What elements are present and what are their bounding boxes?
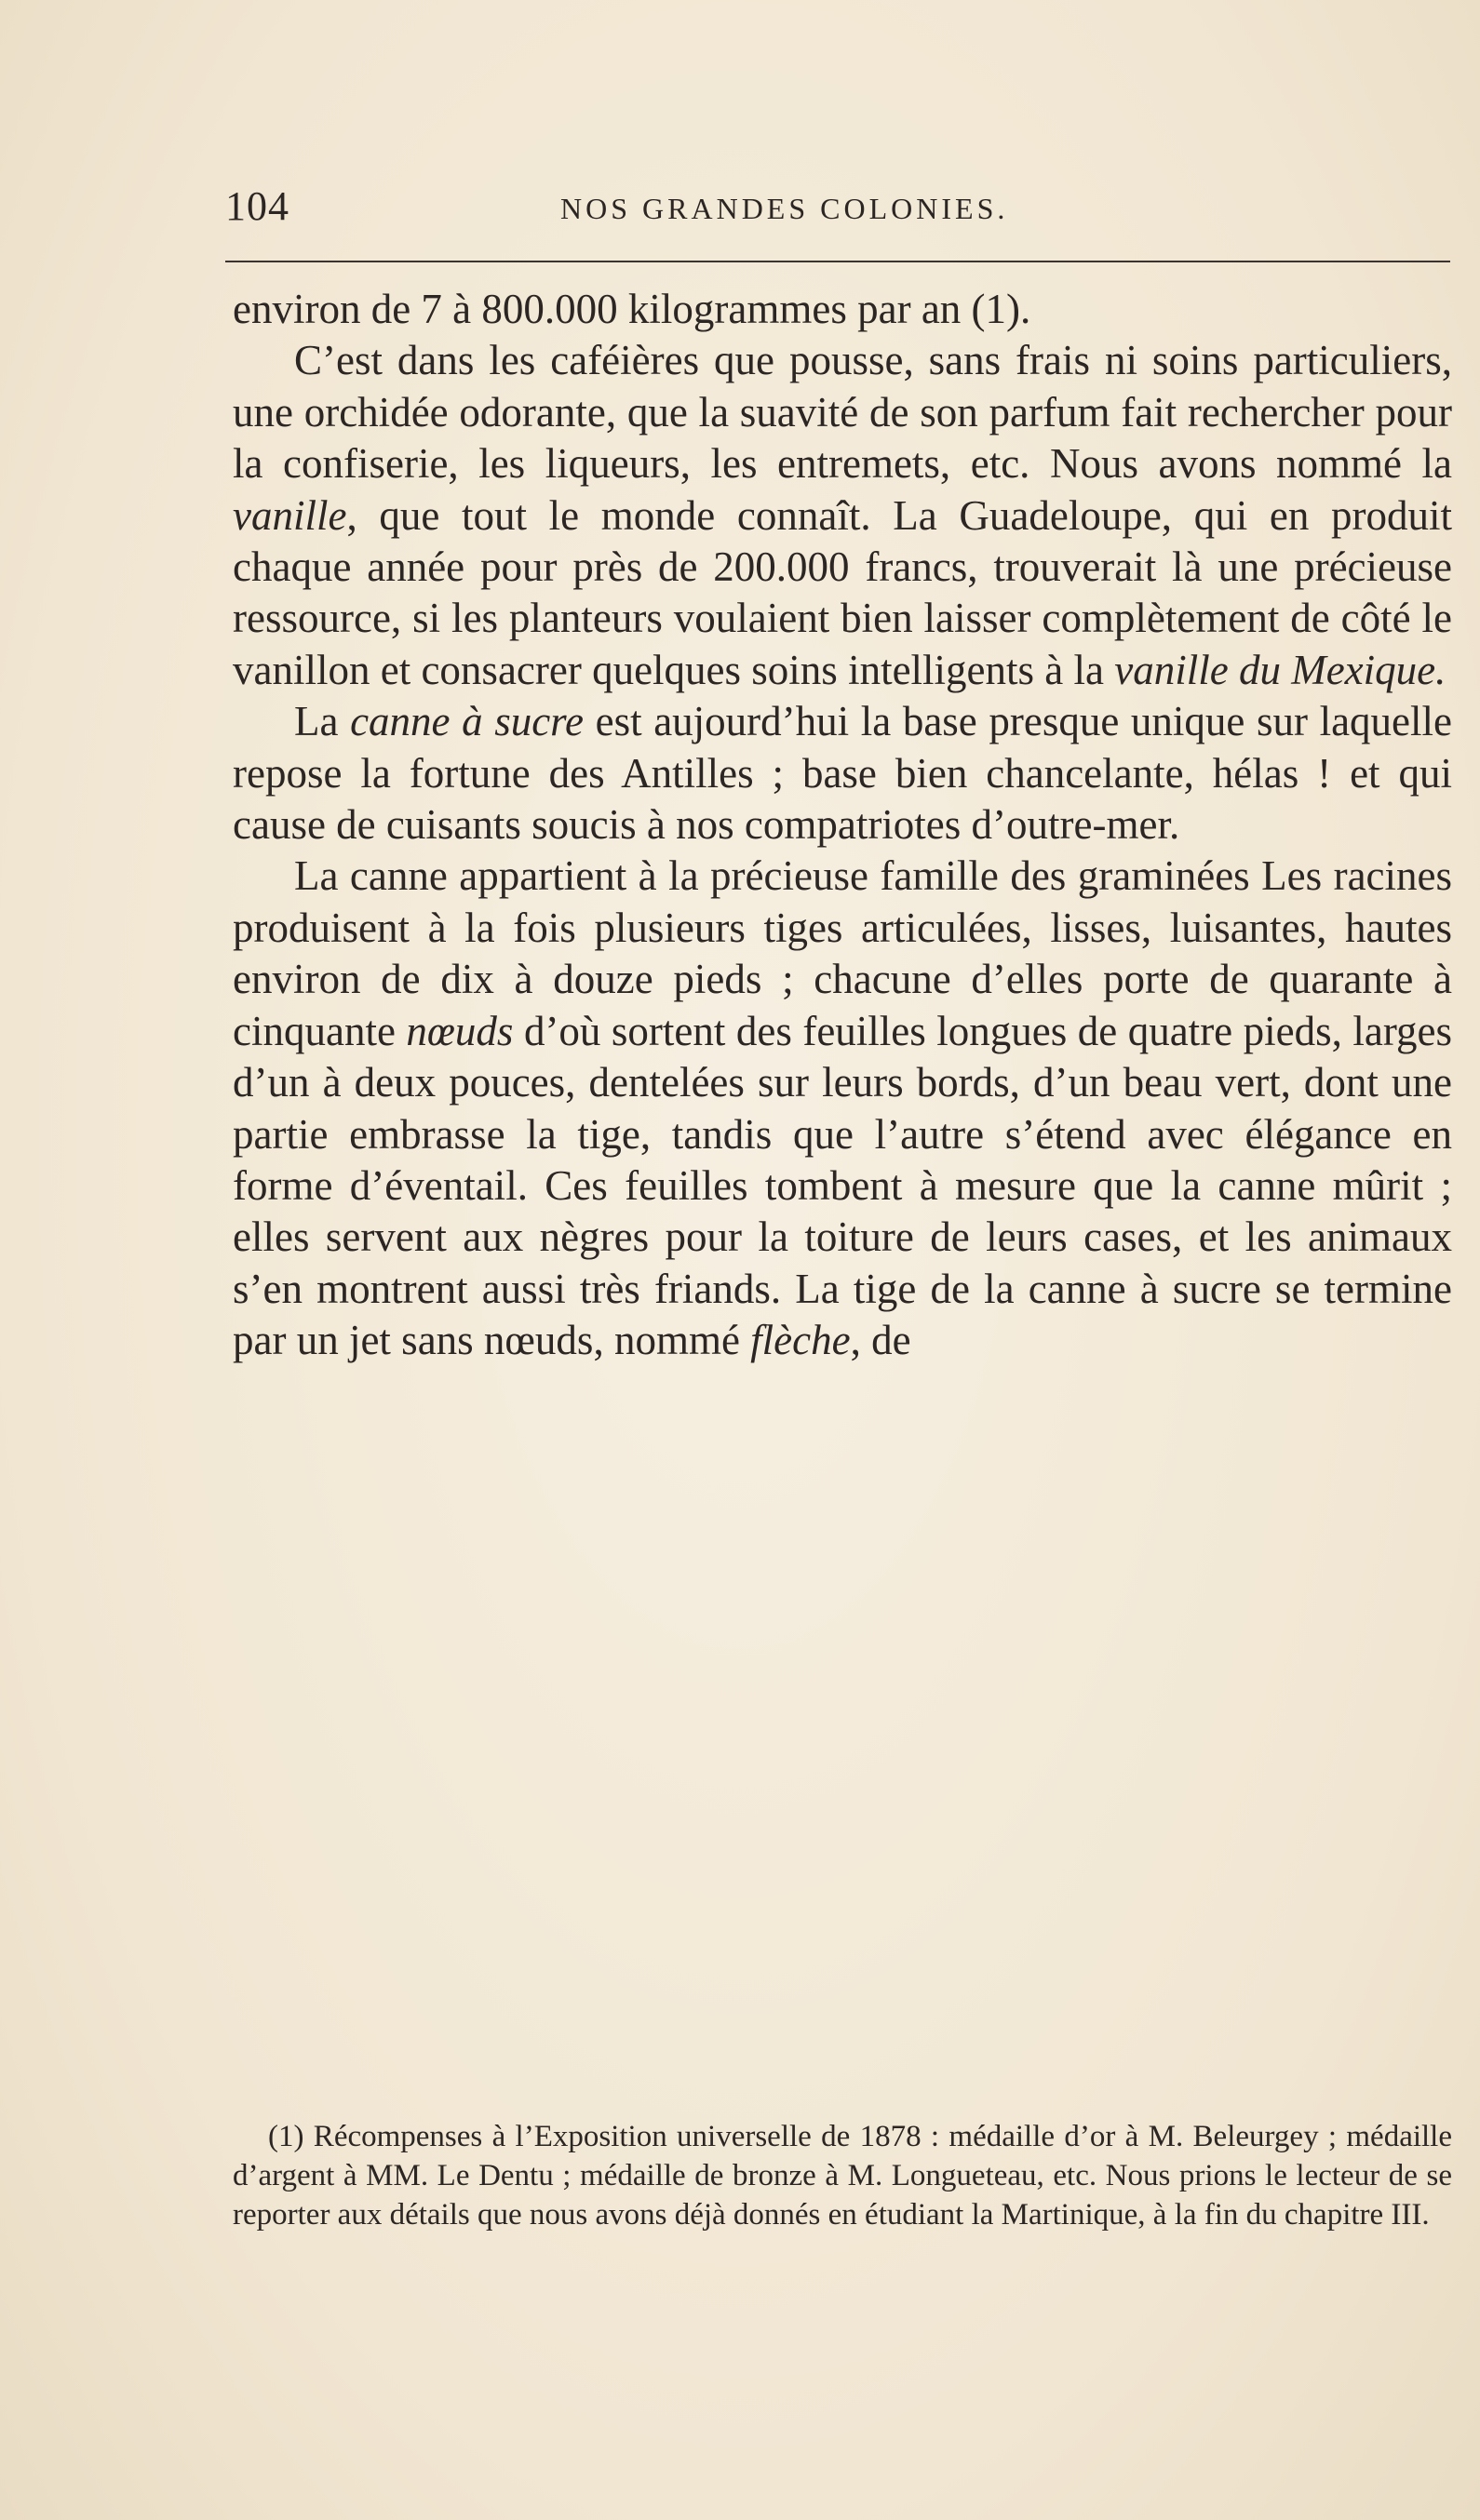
paragraph-2: C’est dans les caféières que pousse, sans frais ni soins particuliers, une orchidée odorante, que la suavité de son parfum fait rechercher pour la confiserie, les liqueurs, les entremets, etc. Nous avons nommé la vanille, que tout le monde connaît. La Guadeloupe, qui en produit chaque année pour près de 200.000 francs, trouverait là une précieuse ressource, si les planteurs voulaient bien laisser complètement de côté le vanillon et consacrer quelques soins intelligents à la vanille du Mexique.	[233, 337, 1452, 693]
paragraph-4: La canne appartient à la précieuse famille des graminées Les racines produisent à la fois plusieurs tiges articulées, lisses, luisantes, hautes environ de dix à douze pieds ; chacune d’elles porte de quarante à cinquante nœuds d’où sortent des feuilles longues de quatre pieds, larges d’un à deux pouces, dentelées sur leurs bords, d’un beau vert, dont une partie embrasse la tige, tandis que l’autre s’étend avec élégance en forme d’éventail. Ces feuilles tombent à mesure que la canne mûrit ; elles servent aux nègres pour la toiture de leurs cases, et les animaux s’en montrent aussi très friands. La tige de la canne à sucre se termine par un jet sans nœuds, nommé flèche, de	[233, 852, 1452, 1364]
footnote-text: (1) Récompenses à l’Exposition universelle de 1878 : médaille d’or à M. Beleurgey ; médaille d’argent à MM. Le Dentu ; médaille de bronze à M. Longueteau, etc. Nous prions le lecteur de se reporter aux détails que nous avons déjà donnés en étudiant la Martinique, à la fin du chapitre III.	[233, 2120, 1452, 2232]
page-number: 104	[225, 183, 289, 229]
page-header	[225, 182, 1450, 238]
running-title: NOS GRANDES COLONIES.	[560, 192, 1009, 225]
paragraph-3: La canne à sucre est aujourd’hui la base presque unique sur laquelle repose la fortune des Antilles ; base bien chancelante, hélas ! et qui cause de cuisants soucis à nos compatriotes d’outre-mer.	[233, 698, 1453, 849]
header-rule	[225, 261, 1450, 262]
body-text	[233, 284, 1452, 1367]
footnote	[233, 2117, 1452, 2234]
paragraph-1: environ de 7 à 800.000 kilogrammes par an (1).	[233, 286, 1031, 332]
